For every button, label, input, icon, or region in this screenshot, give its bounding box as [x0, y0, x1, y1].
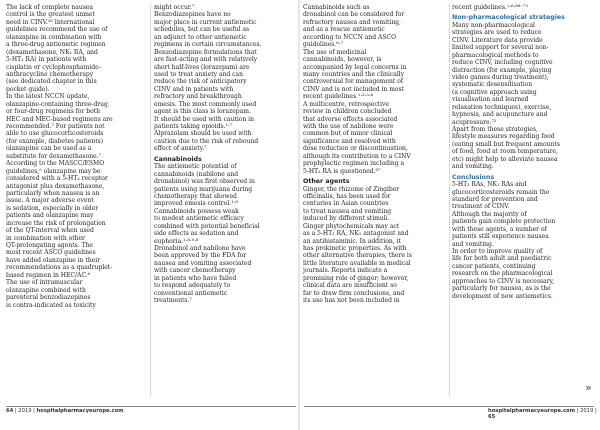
text-line: video games during treatment),	[452, 73, 549, 81]
left-page-number: 64	[6, 408, 14, 414]
section-heading: Cannabinoids	[154, 155, 202, 163]
text-line: cancer patients, continuing	[452, 262, 536, 270]
text-line: patients and olanzapine may	[6, 212, 94, 220]
text-line: control is the greatest unmet	[6, 11, 95, 19]
text-line: conventional antiemetic	[154, 289, 228, 297]
text-line: improved emesis control.¹·⁸	[154, 200, 238, 208]
text-line: with these agents, a number of	[452, 225, 547, 233]
text-line: been approved by the FDA for	[154, 252, 247, 260]
text-line: Ginger phytochemicals may act	[303, 222, 400, 230]
text-line: treatments.⁷	[154, 297, 192, 305]
text-line: need in CINV.²⁶ International	[6, 18, 95, 26]
text-line: parenteral benzodiazepines	[6, 294, 91, 302]
text-line: of food, food at room temperature,	[452, 148, 558, 156]
text-line: The lack of complete nausea	[6, 4, 93, 11]
right-year: 2019	[580, 408, 594, 414]
text-line: an adjunct to other antiemetic	[154, 33, 247, 41]
text-line: antagonist plus dexamethasone,	[6, 182, 105, 190]
text-line: with the use of nabilone were	[303, 123, 394, 130]
text-line: that adverse effects associated	[303, 115, 398, 123]
text-line: common but of minor clinical	[303, 130, 393, 138]
text-line: journals. Reports indicate a	[303, 267, 388, 275]
text-line: The use of medicinal	[303, 48, 367, 56]
text-line: significance and resolved with	[303, 137, 396, 145]
text-line: limited support for several non-	[452, 44, 549, 52]
text-line: controversial for management of	[303, 78, 404, 86]
text-line: Cannabinoids possess weak	[154, 207, 239, 215]
text-line: major place in current antiemetic	[154, 18, 257, 26]
text-line: (dexamethasone, NK₁ RA, and	[6, 48, 98, 56]
text-line: Although the majority of	[452, 210, 527, 218]
footer-separator: |	[576, 408, 579, 414]
text-line: and vomiting.	[452, 163, 494, 171]
text-line: a three-drug antiemetic regimen	[6, 41, 106, 49]
text-line: accompanied by legal concerns in	[303, 63, 407, 71]
text-line: olanzapine-containing three-drug	[6, 100, 108, 108]
text-line: olanzapine in combination with	[6, 33, 102, 41]
text-line: review in children concluded	[303, 108, 392, 116]
text-line: guidelines,⁵ olanzapine may be	[6, 167, 101, 175]
text-line: caution due to the risk of rebound	[154, 137, 259, 145]
text-line: short half-lives (lorazepam) are	[154, 63, 250, 71]
text-line: little literature available in medical	[303, 259, 411, 267]
text-line: CINV and is not included in most	[303, 85, 405, 93]
footer-left	[6, 408, 124, 414]
text-line: clinical data are insufficient so	[303, 282, 397, 290]
text-line: dronabinol) was first observed in	[154, 178, 255, 186]
text-line: might occur.⁷	[154, 4, 195, 11]
footer-separator: |	[594, 408, 597, 414]
text-line: cannabinoids, however, is	[303, 56, 382, 64]
text-line: issue. A major adverse event	[6, 197, 94, 205]
text-line: refractory nausea and vomiting,	[303, 18, 401, 26]
text-line: HEC and MEC-based regimens are	[6, 115, 113, 123]
right-url: hospitalpharmacyeurope.com	[488, 408, 576, 414]
text-line: has prokinetic properties. As with	[303, 245, 407, 252]
text-line: Dronabinol and nabilone have	[154, 245, 246, 252]
text-line: strategies are used to reduce	[452, 29, 542, 37]
text-line: approaches to CINV is necessary,	[452, 277, 554, 285]
text-line: side effects as sedation and	[154, 230, 239, 238]
text-line: centuries in Asian countries	[303, 200, 389, 208]
text-line: 5-HT₃ RAs, NK₁ RAs and	[452, 181, 527, 189]
text-line: induced by different stimuli.	[303, 215, 390, 223]
text-line: most recent ASCO guidelines	[6, 249, 96, 257]
text-line: regimens in certain circumstances.	[154, 41, 262, 49]
text-line: (eating small but frequent amounts	[452, 140, 560, 148]
section-heading: Other agents	[303, 178, 350, 186]
text-line: its use has not been included in	[303, 297, 400, 305]
text-line: refractory and breakthrough	[154, 93, 242, 101]
text-line: particularly when nausea is an	[6, 189, 100, 197]
text-line: reduce CINV, including cognitive	[452, 59, 553, 67]
column-rule-right	[449, 4, 450, 395]
continue-arrow-icon: »	[585, 381, 592, 394]
column-rule-left	[150, 4, 151, 395]
text-line: dose reduction or discontinuation,	[303, 145, 408, 153]
text-line: QT-prolongating agents. The	[6, 242, 93, 249]
text-line: combined with potential beneficial	[154, 222, 260, 230]
text-line: A multicentre, retrospective	[303, 100, 389, 108]
text-line: guidelines.⁶·⁷	[303, 41, 344, 49]
text-line: Ginger, the rhizome of Zingiber	[303, 185, 400, 193]
text-line: It should be used with caution in	[154, 115, 254, 123]
text-line: pocket guide).	[6, 85, 50, 93]
text-line: treatment of CINV.	[452, 203, 510, 211]
text-line: dronabinol can be considered for	[303, 11, 405, 19]
text-line: Benzodiazepines have no	[154, 11, 231, 19]
text-line: The use of intramuscular	[6, 279, 83, 287]
text-line: olanzapine combined with	[6, 286, 86, 294]
text-line: glucocorticosteroids remain the	[452, 188, 550, 196]
text-line: patients gain complete protection	[452, 218, 556, 226]
text-line: effect of anxiety.⁷	[154, 145, 207, 153]
page-gutter	[298, 0, 300, 430]
text-line: distraction (for example, playing	[452, 66, 552, 74]
text-line: euphoria.¹·⁸·⁹·⁸	[154, 237, 199, 245]
text-line: although its contribution to a CINV	[303, 152, 411, 160]
text-line: chemotherapy that showed	[154, 192, 237, 200]
text-line: according to NCCN and ASCO	[303, 33, 397, 41]
text-line: Alprazolam should be used with	[154, 130, 252, 138]
text-line: life for both adult and paediatric	[452, 255, 552, 263]
text-line: an antihistaminic. In addition, it	[303, 237, 401, 245]
text-line: far to draw firm conclusions, and	[303, 289, 405, 297]
text-line: recommended.⁷ For patients not	[6, 123, 105, 130]
footer-rule-left	[6, 406, 296, 407]
text-line: acupressure.⁷²	[452, 118, 497, 126]
text-line: patients still experience nausea	[452, 233, 549, 241]
text-line: is contra-indicated as toxicity	[6, 301, 96, 309]
text-line: (for example, diabetes patients)	[6, 137, 104, 145]
text-line: cisplatin or cyclophosphamide–	[6, 63, 102, 71]
left-url: hospitalpharmacyeurope.com	[36, 408, 124, 414]
left-year: 2019	[18, 408, 32, 414]
text-line: based regimen in HEC/AC.⁶	[6, 271, 91, 279]
footer-separator: |	[14, 408, 17, 414]
text-line: hypnosis, and acupuncture and	[452, 111, 548, 119]
text-line: Benzodiazepine formulations that	[154, 48, 257, 56]
text-line: etc) might help to alleviate nausea	[452, 155, 558, 163]
text-line: recent guidelines.¹·⁶·⁶⁸⁻⁷¹	[452, 4, 529, 11]
text-line: (see dedicated chapter in this	[6, 78, 97, 86]
text-line: of the QT-interval when used	[6, 227, 94, 235]
text-line: many countries and the clinically	[303, 70, 405, 78]
text-line: 5-HT₃ RA is questioned.⁶⁷	[303, 167, 381, 175]
text-line: in patients who have failed	[154, 274, 237, 282]
text-line: and vomiting.	[452, 240, 494, 248]
text-line: reduce the risk of anticipatory	[154, 78, 247, 86]
text-line: and as a rescue antiemetic	[303, 26, 385, 34]
text-line: lifestyle measures regarding food	[452, 133, 555, 141]
text-line: to treat nausea and vomiting	[303, 207, 392, 215]
text-line: The antiemetic potential of	[154, 163, 237, 171]
text-line: CINV. Literature data provide	[452, 36, 543, 44]
text-line: to modest antiemetic efficacy	[154, 215, 244, 223]
text-line: recommendations as a quadruplet-	[6, 264, 113, 272]
text-line: in combination with other	[6, 234, 85, 242]
footer-rule-right	[304, 406, 594, 407]
text-line: Apart from these strategies,	[452, 126, 538, 133]
text-line: with cancer chemotherapy	[154, 267, 236, 275]
text-line: patients using marijuana during	[154, 185, 253, 193]
section-heading: Conclusions	[452, 173, 495, 181]
text-line: emesis. The most commonly used	[154, 100, 257, 108]
text-line: officinalis, has been used for	[303, 192, 391, 200]
text-line: are fast-acting and with relatively	[154, 56, 258, 64]
text-line: standard for prevention and	[452, 195, 538, 203]
text-line: anthracycline chemotherapy	[6, 70, 94, 78]
text-line: Cannabinoids such as	[303, 4, 370, 11]
text-line: have added olanzapine in their	[6, 256, 101, 264]
text-line: prophylactic regimen including a	[303, 160, 405, 168]
text-line: as a 5-HT₃ RA, NK₁ antagonist and	[303, 230, 409, 238]
text-line: Many non-pharmacological	[452, 21, 535, 29]
text-line: According to the MASCC/ESMO	[6, 160, 105, 168]
text-line: nausea and vomiting associated	[154, 259, 252, 267]
text-line: increase the risk of prolongation	[6, 219, 106, 227]
text-line: pharmacological methods to	[452, 51, 539, 59]
text-line: visualisation and learned	[452, 96, 529, 104]
text-line: development of new antiemetics.	[452, 292, 553, 300]
text-line: to respond adequately to	[154, 282, 231, 290]
text-line: relaxation techniques), exercise,	[452, 103, 552, 111]
section-heading: Non-pharmacological strategies	[452, 14, 565, 22]
text-line: systematic desensitisation	[452, 81, 533, 89]
text-column-2	[154, 4, 261, 305]
right-page-number: 65	[488, 414, 496, 420]
text-line: In the latest NCCN update,	[6, 93, 90, 101]
text-line: promising role of ginger; however,	[303, 274, 409, 282]
text-column-1	[6, 4, 113, 309]
text-line: research on the pharmacological	[452, 270, 553, 278]
text-line: 5-HT₃ RA) in patients with	[6, 56, 87, 64]
text-line: particularly for nausea, as is the	[452, 285, 551, 293]
text-line: (a cognitive approach using	[452, 88, 537, 96]
text-line: is sedation, especially in older	[6, 204, 99, 212]
text-line: guidelines recommend the use of	[6, 26, 108, 34]
text-column-4	[452, 4, 565, 300]
text-line: substitute for dexamethasone.⁷	[6, 152, 101, 160]
text-line: other alternative therapies, there is	[303, 252, 412, 260]
text-line: schedules, but can be useful as	[154, 26, 250, 34]
text-line: cannabinoids (nabilone and	[154, 170, 239, 178]
text-line: In order to improve quality of	[452, 248, 543, 255]
text-line: CINV and in patients with	[154, 85, 234, 93]
text-line: or four-drug regimens for both	[6, 108, 101, 116]
text-line: considered with a 5-HT₃ receptor	[6, 175, 108, 183]
text-line: patients taking opioids.¹·⁷	[154, 123, 233, 130]
footer-separator: |	[33, 408, 35, 414]
text-line: used to treat anxiety and can	[154, 70, 244, 78]
text-line: olanzapine can be used as a	[6, 145, 92, 153]
text-line: able to use glucocorticosteroids	[6, 130, 104, 138]
text-column-3	[303, 4, 412, 305]
footer-right	[488, 408, 600, 420]
text-line: recent guidelines.¹·²·⁵·⁶	[303, 93, 374, 101]
text-line: agent is this class is lorazepam.	[154, 108, 251, 116]
